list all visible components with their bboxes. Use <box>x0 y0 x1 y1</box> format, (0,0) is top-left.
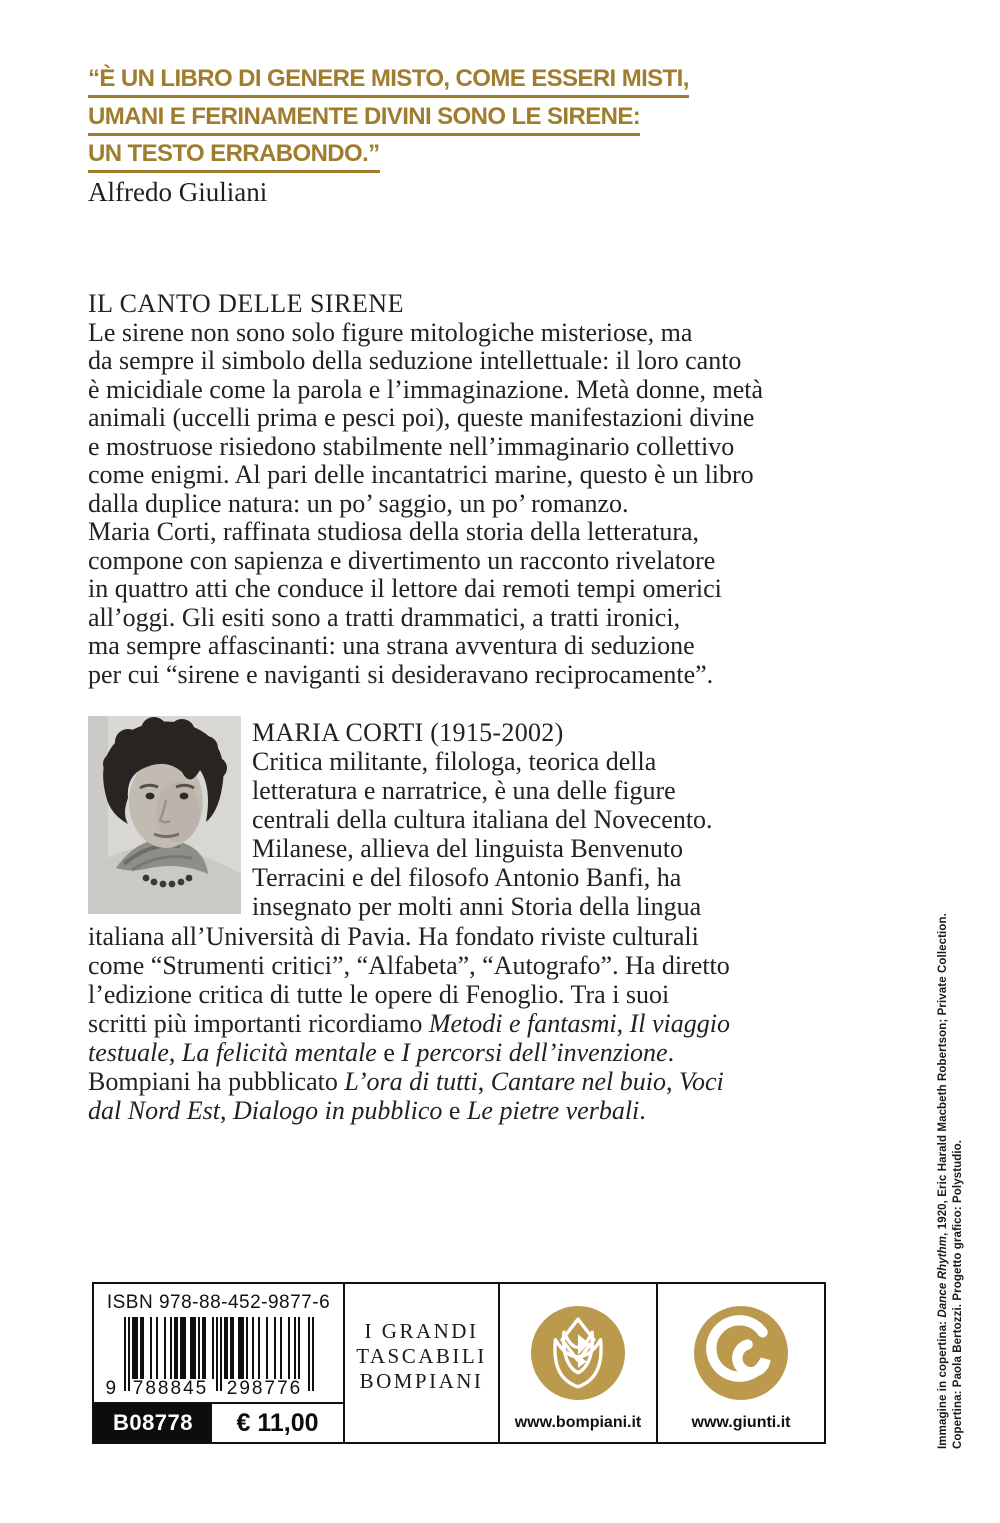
text-line: Critica militante, filologa, teorica della <box>252 747 657 776</box>
bompiani-url: www.bompiani.it <box>514 1414 642 1431</box>
footer-strip <box>92 1282 826 1444</box>
barcode-digits <box>105 1378 314 1399</box>
bompiani-logo-icon <box>531 1306 625 1400</box>
price-row <box>94 1402 343 1442</box>
text-line: UMANI E FERINAMENTE DIVINI SONO LE SIRENE: <box>88 98 689 136</box>
giunti-cell <box>656 1284 824 1442</box>
barcode-digit-group1: 788845 <box>132 1378 209 1399</box>
text-line: Copertina: Paola Bertozzi. Progetto grafico: Polystudio. <box>951 1139 964 1449</box>
text-line: da sempre il simbolo della seduzione intellettuale: il loro canto <box>88 346 742 375</box>
text-line: insegnato per molti anni Storia della lingua <box>252 892 702 921</box>
text-line: compone con sapienza e divertimento un racconto rivelatore <box>88 545 716 575</box>
giunti-logo-icon <box>694 1306 788 1400</box>
review-quote <box>88 60 689 173</box>
text-line: Milanese, allieva del linguista Benvenuto <box>252 834 684 863</box>
isbn-label: ISBN 978-88-452-9877-6 <box>106 1292 331 1313</box>
bio-top-row <box>88 716 848 921</box>
bio-column <box>252 716 713 921</box>
text-line: dal Nord Est, Dialogo in pubblico e Le pietre verbali. <box>88 1096 646 1125</box>
text-line: UN TESTO ERRABONDO.” <box>88 135 689 173</box>
text-line: l’edizione critica di tutte le opere di Fenoglio. Tra i suoi <box>88 980 670 1009</box>
text-line: testuale, La felicità mentale e I percorsi dell’invenzione. <box>88 1038 675 1067</box>
text-line: letteratura e narratrice, è una delle figure <box>252 776 676 805</box>
ean13-barcode <box>105 1317 314 1399</box>
cover-credits-vertical <box>936 859 965 1449</box>
text-line: e mostruose risiedono stabilmente nell’immaginario collettivo <box>88 431 735 461</box>
text-line: BOMPIANI <box>359 1368 484 1393</box>
text-line: I GRANDI <box>364 1318 479 1343</box>
imprint-cell <box>343 1284 498 1442</box>
barcode-cell <box>94 1284 343 1442</box>
bompiani-cell <box>498 1284 656 1442</box>
text-line: Maria Corti, raffinata studiosa della storia della letteratura, <box>88 517 700 546</box>
text-line: italiana all’Università di Pavia. Ha fondato riviste culturali <box>88 922 699 951</box>
author-photo <box>88 716 241 914</box>
text-line: Le sirene non sono solo figure mitologiche misteriose, ma <box>88 317 693 347</box>
text-line: Immagine in copertina: Dance Rhythm, 1920, Eric Harald Macbeth Robertson; Private Collection. <box>937 913 949 1449</box>
bio-bottom-lines <box>88 922 848 1125</box>
text-line: animali (uccelli prima e pesci poi), queste manifestazioni divine <box>88 403 755 432</box>
text-line: all’oggi. Gli esiti sono a tratti drammatici, a tratti ironici, <box>88 602 681 632</box>
text-line: scritti più importanti ricordiamo Metodi e fantasmi, Il viaggio <box>88 1009 730 1038</box>
text-line: è micidiale come la parola e l’immaginazione. Metà donne, metà <box>88 374 763 404</box>
imprint-name <box>356 1319 486 1394</box>
text-line: centrali della cultura italiana del Novecento. <box>252 805 713 834</box>
price: € 11,00 <box>236 1408 319 1437</box>
text-line: come “Strumenti critici”, “Alfabeta”, “Autografo”. Ha diretto <box>88 951 730 980</box>
quote-attribution: Alfredo Giuliani <box>88 177 268 207</box>
text-line: IL CANTO DELLE SIRENE <box>88 289 404 318</box>
barcode-digit-left: 9 <box>105 1378 119 1399</box>
text-line: “È UN LIBRO DI GENERE MISTO, COME ESSERI MISTI, <box>88 60 689 98</box>
text-line: per cui “sirene e naviganti si desideravano reciprocamente”. <box>88 659 714 689</box>
bio-top-lines <box>252 747 713 921</box>
text-line: dalla duplice natura: un po’ saggio, un po’ romanzo. <box>88 488 629 518</box>
text-line: Bompiani ha pubblicato L’ora di tutti, Cantare nel buio, Voci <box>88 1067 724 1096</box>
synopsis-text <box>88 290 763 689</box>
text-line: come enigmi. Al pari delle incantatrici marine, questo è un libro <box>88 460 754 489</box>
giunti-url: www.giunti.it <box>691 1414 791 1431</box>
text-line: Terracini e del filosofo Antonio Banfi, ha <box>252 863 682 892</box>
author-bio <box>88 716 848 1125</box>
bio-heading: MARIA CORTI (1915-2002) <box>252 718 564 747</box>
edition-code: B08778 <box>94 1404 212 1442</box>
text-line: TASCABILI <box>356 1343 487 1368</box>
text-line: in quattro atti che conduce il lettore dai remoti tempi omerici <box>88 574 722 603</box>
barcode-digit-group2: 298776 <box>226 1378 303 1399</box>
text-line: ma sempre affascinanti: una strana avventura di seduzione <box>88 631 695 660</box>
